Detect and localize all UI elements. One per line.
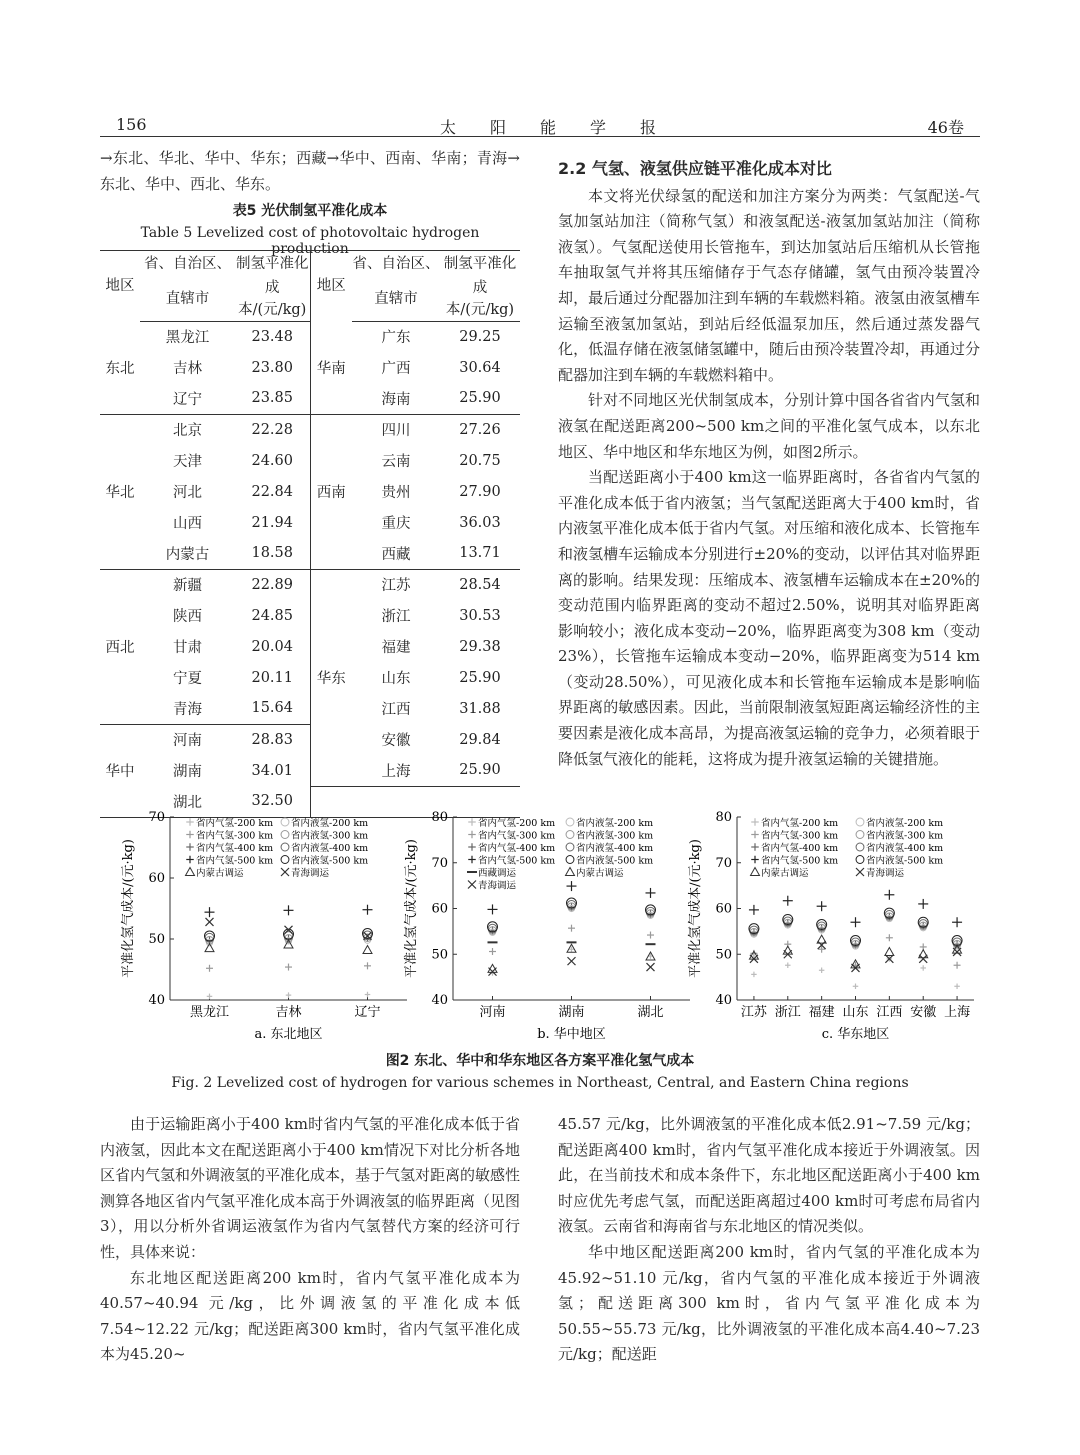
table-region-cell: 华东 [310,569,352,786]
y-tick-label: 80 [715,810,732,825]
legend-label: 省内液氢-400 km [291,843,369,854]
bottom-right-column [558,1112,980,1368]
table-cost-cell: 27.26 [440,414,520,445]
legend-marker [281,818,289,826]
legend-label: 省内气氢-200 km [196,818,274,829]
table-region-cell: 华中 [100,724,140,817]
table-province-cell: 青海 [173,701,202,718]
y-tick-label: 70 [715,855,732,871]
table-province-cell: 安徽 [381,733,411,749]
table-province-cell: 湖南 [173,764,202,780]
paragraph: 针对不同地区光伏制氢成本，分别计算中国各省省内气氢和液氢在配送距离200~500 km之间的平准化氢气成本，以东北地区、华中地区和华东地区为例，如图2所示。 [558,391,980,461]
legend-marker [856,818,864,826]
table-province-cell: 新疆 [140,569,235,600]
legend-label: 内蒙古调运 [196,868,244,879]
y-tick-label: 50 [715,947,732,963]
legend-label: 省内液氢-500 km [291,855,369,867]
table-cost-cell: 29.84 [459,731,501,748]
legend-label: 省内液氢-200 km [866,818,944,829]
legend-marker [186,868,195,876]
table-province-cell: 四川 [352,414,440,445]
legend-label: 省内液氢-200 km [576,818,654,829]
table-province-cell: 江苏 [352,569,440,600]
table-region-cell: 东北 [105,360,135,377]
y-tick-label: 80 [431,810,448,825]
table-header-province: 省、自治区、 [144,255,231,272]
table-header-cost-2: 成本/(元/kg) [440,277,520,322]
table-cost-cell: 29.38 [459,638,501,655]
table-cost-cell: 24.60 [235,445,310,476]
legend-marker [281,856,289,864]
table-cost-cell: 18.58 [235,538,310,569]
x-tick-label: 上海 [944,1005,971,1020]
left-column-top [100,146,520,197]
table-row [100,321,520,352]
chart-panel [120,810,407,1042]
x-tick-label: 浙江 [774,1005,801,1020]
table-cost-cell: 30.64 [459,359,501,376]
table-province-cell: 江西 [381,702,411,718]
journal-title: 太阳能学报 [440,118,691,137]
table-header-province: 省、自治区、 [352,255,440,272]
legend-label: 青海调运 [478,880,517,892]
table-cost-cell: 32.50 [235,786,310,817]
table-province-cell: 北京 [140,414,235,445]
page-number: 156 [116,115,147,134]
legend-label: 省内液氢-500 km [866,855,944,867]
legend-label: 省内液氢-300 km [866,830,944,842]
table-cost-cell: 29.25 [459,328,501,345]
x-tick-label: 河南 [479,1005,506,1020]
legend-marker [281,831,289,839]
table-cost-cell: 28.54 [440,569,520,600]
legend-label: 内蒙古调运 [576,868,624,879]
right-column-top [558,156,980,772]
table-province-cell: 宁夏 [173,671,202,687]
table-province-cell: 陕西 [173,609,202,625]
data-point [885,947,894,955]
table-cost-cell: 36.03 [459,514,501,531]
table-cost-cell: 22.84 [235,476,310,507]
table-province-cell: 山东 [381,671,411,687]
x-tick-label: 江西 [876,1005,903,1020]
legend-label: 省内液氢-400 km [866,843,944,854]
table-header-cost: 制氢平准化 [443,255,517,272]
table-region-cell: 华北 [100,414,140,569]
page-header [100,113,980,137]
table-header-province-2: 直辖市 [140,277,235,322]
table-province-cell: 重庆 [381,516,411,532]
x-tick-label: 湖北 [637,1005,664,1020]
legend-label: 省内气氢-400 km [478,843,556,854]
y-tick-label: 70 [148,810,165,825]
table-cost-cell: 34.01 [235,755,310,786]
bottom-left-column [100,1112,520,1368]
table-province-cell: 湖北 [173,794,202,811]
table-caption-cn: 表5 光伏制氢平准化成本 [232,203,388,219]
table-cost-cell: 28.83 [235,724,310,755]
x-tick-label: 吉林 [275,1005,302,1020]
table-cost-cell: 23.80 [235,352,310,383]
table-header-cost: 制氢平准化 [235,251,310,277]
legend-label: 省内气氢-500 km [196,855,274,867]
legend-marker [281,843,289,851]
table-cost-cell: 22.89 [235,569,310,600]
legend-marker [566,831,574,839]
legend-label: 省内液氢-500 km [576,855,654,867]
legend-label: 青海调运 [866,868,905,879]
table-row [100,569,520,600]
paragraph: →东北、华北、华中、华东；西藏→华中、西南、华南；青海→东北、华中、西北、华东。 [100,149,520,193]
paragraph: 当配送距离小于400 km这一临界距离时，各省省内气氢的平准化成本低于省内液氢；当气氢配送距离大于400 km时，省内液氢平准化成本低于省内气氢。对压缩和液化成本、长管拖车和液氢槽车运输成本分别进行±20%的变动，以评估其对临界距离的影响。结果发现：压缩成本、液氢槽车运输成本在±20%的变动范围内临界距离的变动不超过2.50%，说明其对临界距离影响较小；液化成本变动−20%，临界距离变为308 km（变动23%），长管拖车运输成本变动−20%，临界距离变为514 km（变动28.50%），可见液化成本和长管拖车运输成本是影响临界距离的敏感因素。因此，当前限制液氢短距离运输经济性的主要因素是液化成本高昂，为提高液氢运输的竞争力，必须着眼于降低氢气液化的能耗，这将成为提升液氢运输的关键措施。 [558,468,980,768]
table-province-cell: 贵州 [381,485,411,501]
x-tick-label: 福建 [808,1005,835,1020]
section-title: 2.2 气氢、液氢供应链平准化成本对比 [558,159,832,178]
table-province-cell: 山西 [173,516,202,532]
table-cost-cell: 13.71 [459,545,501,562]
legend-label: 省内液氢-300 km [291,830,369,842]
y-tick-label: 60 [148,871,165,886]
table-province-cell: 广西 [381,361,411,377]
table-region-cell: 华南 [316,360,346,377]
table-cost-cell: 23.85 [235,383,310,414]
paragraph: 由于运输距离小于400 km时省内气氢的平准化成本低于省内液氢，因此本文在配送距离小于400 km情况下对比分析各地区省内气氢和外调液氢的平准化成本，基于气氢对距离的敏感性测算各地区省内气氢平准化成本高于外调液氢的临界距离（见图3），用以分析外省调运液氢作为省内气氢替代方案的经济可行性，具体来说： [100,1115,521,1261]
legend-label: 省内气氢-300 km [761,830,839,842]
table-cost-cell: 31.88 [459,700,501,717]
x-tick-label: 安徽 [910,1005,937,1020]
table-province-cell: 内蒙古 [165,546,210,563]
y-tick-label: 50 [431,947,448,963]
table-cost-cell: 24.85 [235,600,310,631]
table-province-cell: 黑龙江 [165,330,210,347]
table-province-cell: 河北 [173,485,202,501]
table-cost-cell: 25.90 [459,390,501,407]
table-cost-cell: 25.90 [459,669,501,686]
legend-marker [856,843,864,851]
y-tick-label: 40 [715,993,732,1008]
table-province-cell: 河南 [140,724,235,755]
table-province-cell: 西藏 [381,546,411,563]
data-point [919,950,928,958]
legend-label: 省内气氢-500 km [478,855,556,867]
legend-label: 内蒙古调运 [761,868,809,879]
legend-marker [566,868,575,876]
table-province-cell: 浙江 [381,609,411,625]
table-caption-en: Table 5 Levelized cost of photovoltaic hydrogen production [140,225,480,257]
figure-caption-en: Fig. 2 Levelized cost of hydrogen for various schemes in Northeast, Central, and Eastern China regions [171,1075,909,1091]
paragraph: 本文将光伏绿氢的配送和加注方案分为两类：气氢配送-气氢加氢站加注（简称气氢）和液氢配送-液氢加氢站加注（简称液氢）。气氢配送使用长管拖车，到达加氢站后压缩机从长管拖车抽取氢气并将其压缩储存于气态存储罐，氢气由预冷装置冷却，最后通过分配器加注到车辆的车载燃料箱。液氢由液氢槽车运输至液氢加氢站，到站后经低温泵加压，然后通过蒸发器气化，低温存储在液氢储氢罐中，随后由预冷装置冷却，再通过分配器加注到车辆的车载燃料箱中。 [558,186,980,384]
table-cost-cell: 21.94 [235,507,310,538]
y-axis-label: 平准化氢气成本/(元·kg) [688,839,703,978]
x-tick-label: 湖南 [558,1005,585,1020]
paragraph: 45.57 元/kg，比外调液氢的平准化成本低2.91~7.59 元/kg；配送距离400 km时，省内气氢平准化成本接近于外调液氢。因此，在当前技术和成本条件下，东北地区配送距离小于400 km时应优先考虑气氢，而配送距离超过400 km时可考虑布局省内液氢。云南省和海南省与东北地区的情况类似。 [558,1115,980,1236]
y-tick-label: 70 [431,855,448,871]
chart-panel [687,810,974,1042]
table-province-cell: 天津 [173,454,202,470]
table-cost-cell: 20.75 [459,452,501,469]
legend-label: 青海调运 [291,868,330,879]
chart-panel [403,810,690,1042]
legend-label: 省内液氢-200 km [291,818,369,829]
x-tick-label: 辽宁 [354,1005,381,1020]
table-header-province-2: 直辖市 [352,277,440,322]
table-row [100,414,520,445]
table-region-cell: 西北 [100,569,140,724]
chart-subtitle: c. 华东地区 [821,1027,890,1042]
y-tick-label: 50 [148,932,165,947]
legend-label: 省内气氢-300 km [478,830,556,842]
x-tick-label: 黑龙江 [189,1005,230,1020]
table-region-cell: 西南 [310,414,352,569]
volume: 46卷 [927,118,964,137]
legend-label: 省内气氢-200 km [478,818,556,829]
y-axis-label: 平准化氢气成本/(元·kg) [404,839,419,978]
table-5 [100,250,520,818]
figure-2 [95,805,985,1060]
legend-label: 省内气氢-200 km [761,818,839,829]
table-cost-cell: 15.64 [235,693,310,724]
y-tick-label: 40 [148,993,165,1008]
x-tick-label: 江苏 [740,1005,767,1020]
table-province-cell: 辽宁 [173,391,202,408]
chart-subtitle: a. 东北地区 [254,1027,323,1042]
table-cost-cell: 27.90 [459,483,501,500]
table-cost-cell: 25.90 [459,762,501,779]
paragraph: 华中地区配送距离200 km时，省内气氢的平准化成本为45.92~51.10 元/kg，省内气氢的平准化成本接近于外调液氢；配送距离300 km时，省内气氢平准化成本为50.55~55.73 元/kg，比外调液氢的平准化成本高4.40~7.23 元/kg；配送距 [558,1242,980,1364]
legend-label: 省内气氢-300 km [196,830,274,842]
table-province-cell: 广东 [381,330,411,347]
chart-subtitle: b. 华中地区 [537,1027,606,1042]
table-province-cell: 福建 [381,640,411,656]
table-header-region: 地区 [316,278,346,294]
legend-label: 省内液氢-400 km [576,843,654,854]
legend-marker [566,843,574,851]
legend-label: 省内气氢-500 km [761,855,839,867]
table-body [100,321,520,817]
y-tick-label: 60 [715,901,732,917]
y-tick-label: 60 [431,901,448,917]
table-cost-cell: 20.11 [235,662,310,693]
legend-label: 西藏调运 [478,868,517,879]
table-cost-cell: 30.53 [459,607,501,624]
table-cost-cell: 20.04 [235,631,310,662]
legend-marker [566,818,574,826]
data-point [363,945,372,953]
x-tick-label: 山东 [842,1005,869,1020]
table-province-cell: 海南 [381,391,411,408]
table-cost-cell: 22.28 [235,414,310,445]
legend-marker [856,856,864,864]
table-province-cell: 甘肃 [173,640,202,656]
table-province-cell: 云南 [381,454,411,470]
table-province-cell: 吉林 [173,361,202,377]
data-point [205,944,214,952]
legend-label: 省内气氢-400 km [196,843,274,854]
y-axis-label: 平准化氢气成本/(元·kg) [121,839,136,978]
table-province-cell: 上海 [381,763,411,780]
legend-marker [751,868,760,876]
legend-marker [856,831,864,839]
table-cost-cell: 23.48 [235,321,310,352]
table-header-cost-2: 成本/(元/kg) [235,277,310,322]
y-tick-label: 40 [431,993,448,1008]
legend-label: 省内液氢-300 km [576,830,654,842]
legend-marker [566,856,574,864]
paragraph: 东北地区配送距离200 km时，省内气氢平准化成本为40.57~40.94 元/kg，比外调液氢的平准化成本低7.54~12.22 元/kg；配送距离300 km时，省内气氢平准化成本为45.20~ [100,1268,520,1364]
table-header-region: 地区 [105,278,135,294]
figure-caption-cn: 图2 东北、华中和华东地区各方案平准化氢气成本 [385,1053,695,1069]
legend-label: 省内气氢-400 km [761,843,839,854]
